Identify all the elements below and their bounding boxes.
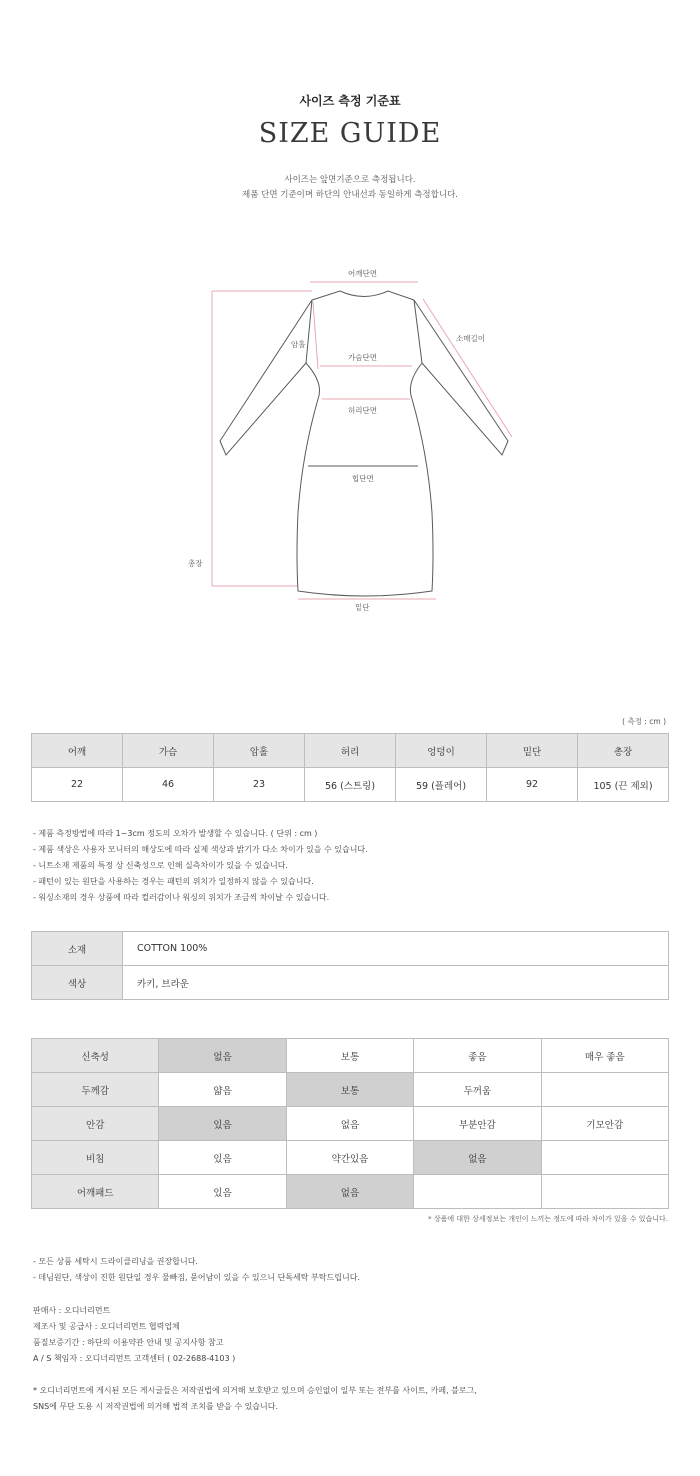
company-line: 판매사 : 오디너리먼트 (33, 1306, 111, 1315)
size-table-value-row (32, 768, 669, 802)
note-line: - 워싱소재의 경우 상품에 따라 컬러감이나 워싱의 위치가 조금씩 차이날 수 있습니다. (33, 893, 330, 902)
company-line: 제조사 및 공급사 : 오디너리먼트 협력업체 (33, 1322, 180, 1331)
feel-cell (541, 1175, 668, 1209)
feel-cell: 없음 (414, 1141, 541, 1175)
size-header: 총장 (578, 734, 669, 768)
feel-row (32, 1107, 669, 1141)
label-armhole: 암홀 (291, 340, 306, 349)
note-line: - 니트소재 제품의 특정 상 신축성으로 인해 실측차이가 있을 수 있습니다. (33, 861, 288, 870)
sleeve-line (423, 299, 512, 437)
company-info (33, 1303, 235, 1367)
feel-cell: 얇음 (159, 1073, 286, 1107)
size-value: 92 (487, 768, 578, 802)
dress-measurement-diagram (0, 255, 700, 635)
size-header: 어깨 (32, 734, 123, 768)
feel-table-note: * 상품에 대한 상세정보는 개인이 느끼는 정도에 따라 차이가 있을 수 있습니다. (428, 1215, 668, 1223)
care-notes (33, 1254, 360, 1286)
size-value: 23 (214, 768, 305, 802)
label-sleeve: 소매길이 (456, 334, 485, 343)
material-row (32, 932, 669, 966)
feel-cell (414, 1175, 541, 1209)
feel-row (32, 1141, 669, 1175)
feel-row-label: 안감 (32, 1107, 159, 1141)
feel-cell: 기모안감 (541, 1107, 668, 1141)
feel-cell: 약간있음 (286, 1141, 413, 1175)
feel-cell: 보통 (286, 1073, 413, 1107)
unit-note: ( 측정 : cm ) (622, 717, 666, 726)
label-shoulder: 어깨단면 (348, 269, 377, 278)
size-guide-kr-title: 사이즈 측정 기준표 (299, 94, 401, 108)
note-line: - 모든 상품 세탁시 드라이클리닝을 권장합니다. (33, 1257, 198, 1266)
dress-illustration (0, 255, 700, 635)
note-line: - 제품 측정방법에 따라 1~3cm 정도의 오차가 발생할 수 있습니다. ( 단위 : cm ) (33, 829, 318, 838)
feel-cell: 없음 (286, 1107, 413, 1141)
material-label: 소재 (32, 932, 123, 966)
intro-line-2: 제품 단면 기준이며 하단의 안내선과 동일하게 측정합니다. (242, 190, 458, 200)
feel-cell: 있음 (159, 1107, 286, 1141)
feel-cell: 매우 좋음 (541, 1039, 668, 1073)
armhole-line (313, 302, 318, 369)
size-guide-en-title: SIZE GUIDE (258, 118, 442, 149)
note-line: - 패턴이 있는 원단을 사용하는 경우는 패턴의 위치가 일정하지 않을 수 있습니다. (33, 877, 314, 886)
feel-row-label: 비침 (32, 1141, 159, 1175)
feel-cell (541, 1073, 668, 1107)
measurement-notes (33, 826, 368, 906)
color-label: 색상 (32, 966, 123, 1000)
feel-row (32, 1175, 669, 1209)
intro-line-1: 사이즈는 앞면기준으로 측정됩니다. (284, 175, 416, 185)
color-value: 카키, 브라운 (123, 966, 669, 1000)
size-header: 암홀 (214, 734, 305, 768)
size-header: 허리 (305, 734, 396, 768)
feel-cell: 없음 (159, 1039, 286, 1073)
size-table (31, 733, 669, 802)
feel-cell (541, 1141, 668, 1175)
size-value: 59 (플레어) (396, 768, 487, 802)
size-value: 105 (끈 제외) (578, 768, 669, 802)
company-line: 품질보증기간 : 하단의 이용약관 안내 및 공지사항 참고 (33, 1338, 224, 1347)
fabric-feel-table (31, 1038, 669, 1209)
feel-cell: 있음 (159, 1141, 286, 1175)
feel-cell: 없음 (286, 1175, 413, 1209)
company-line: A / S 책임자 : 오디너리먼트 고객센터 ( 02-2688-4103 ) (33, 1354, 236, 1363)
label-hem: 밑단 (355, 603, 370, 612)
feel-row (32, 1039, 669, 1073)
material-value: COTTON 100% (123, 932, 669, 966)
label-total-length: 총장 (188, 559, 203, 568)
feel-row-label: 두께감 (32, 1073, 159, 1107)
feel-row-label: 어깨패드 (32, 1175, 159, 1209)
note-line: - 데님원단, 색상이 진한 원단일 경우 물빠짐, 묻어남이 있을 수 있으니 단독세탁 부탁드립니다. (33, 1273, 360, 1282)
size-header: 밑단 (487, 734, 578, 768)
feel-cell: 부분안감 (414, 1107, 541, 1141)
feel-cell: 있음 (159, 1175, 286, 1209)
feel-row (32, 1073, 669, 1107)
size-table-header-row (32, 734, 669, 768)
size-value: 22 (32, 768, 123, 802)
color-row (32, 966, 669, 1000)
size-header: 엉덩이 (396, 734, 487, 768)
copyright-line: SNS에 무단 도용 시 저작권법에 의거해 법적 조치를 받을 수 있습니다. (33, 1402, 279, 1411)
size-value: 56 (스트링) (305, 768, 396, 802)
feel-cell: 보통 (286, 1039, 413, 1073)
feel-row-label: 신축성 (32, 1039, 159, 1073)
copyright-notice (33, 1383, 477, 1415)
size-value: 46 (123, 768, 214, 802)
measurement-lines (212, 282, 512, 599)
copyright-line: * 오디너리먼트에 게시된 모든 게시글들은 저작권법에 의거해 보호받고 있으며 승인없이 일부 또는 전부를 사이트, 카페, 블로그, (33, 1386, 477, 1395)
label-chest: 가슴단면 (348, 353, 377, 362)
feel-cell: 두꺼움 (414, 1073, 541, 1107)
feel-cell: 좋음 (414, 1039, 541, 1073)
size-header: 가슴 (123, 734, 214, 768)
note-line: - 제품 색상은 사용자 모니터의 해상도에 따라 실제 색상과 밝기가 다소 차이가 있을 수 있습니다. (33, 845, 368, 854)
label-waist: 허리단면 (348, 406, 377, 415)
material-table (31, 931, 669, 1000)
label-hip: 힙단면 (352, 474, 374, 483)
